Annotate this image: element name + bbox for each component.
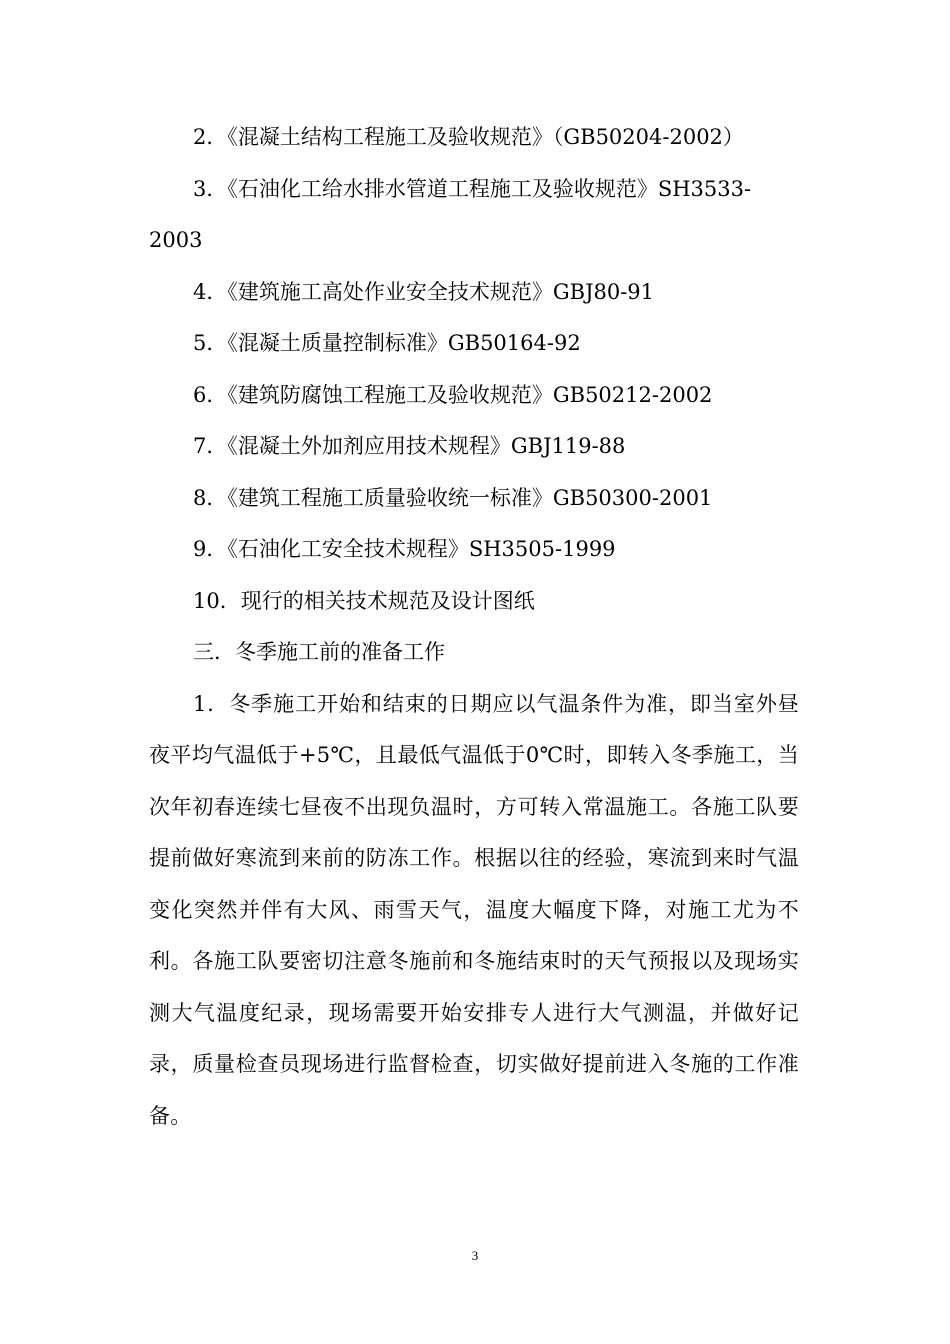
document-body xyxy=(149,112,799,1142)
body-paragraph: 1．冬季施工开始和结束的日期应以气温条件为准，即当室外昼夜平均气温低于+5℃，且最低气温低于0℃时，即转入冬季施工，当次年初春连续七昼夜不出现负温时，方可转入常温施工。各施工队要提前做好寒流到来前的防冻工作。根据以往的经验，寒流到来时气温变化突然并伴有大风、雨雪天气，温度大幅度下降，对施工尤为不利。各施工队要密切注意冬施前和冬施结束时的天气预报以及现场实测大气温度纪录，现场需要开始安排专人进行大气测温，并做好记录，质量检查员现场进行监督检查，切实做好提前进入冬施的工作准备。 xyxy=(149,691,799,1128)
reference-item-7: 7．《混凝土外加剂应用技术规程》GBJ119-88 xyxy=(193,434,626,458)
reference-item-5: 5．《混凝土质量控制标准》GB50164-92 xyxy=(193,331,581,355)
reference-item-8: 8．《建筑工程施工质量验收统一标准》GB50300-2001 xyxy=(193,485,713,510)
reference-item-4: 4．《建筑施工高处作业安全技术规范》GBJ80-91 xyxy=(193,279,655,304)
reference-item-3-continuation: 2003 xyxy=(149,228,203,252)
section-heading: 三．冬季施工前的准备工作 xyxy=(193,640,445,664)
reference-item-2: 2．《混凝土结构工程施工及验收规范》（GB50204-2002） xyxy=(193,125,744,149)
reference-item-9: 9．《石油化工安全技术规程》SH3505-1999 xyxy=(193,537,616,561)
reference-item-3: 3．《石油化工给水排水管道工程施工及验收规范》SH3533- xyxy=(193,176,752,201)
reference-item-6: 6．《建筑防腐蚀工程施工及验收规范》GB50212-2002 xyxy=(193,382,713,407)
reference-item-10: 10．现行的相关技术规范及设计图纸 xyxy=(193,588,535,613)
page-number: 3 xyxy=(471,1248,479,1263)
